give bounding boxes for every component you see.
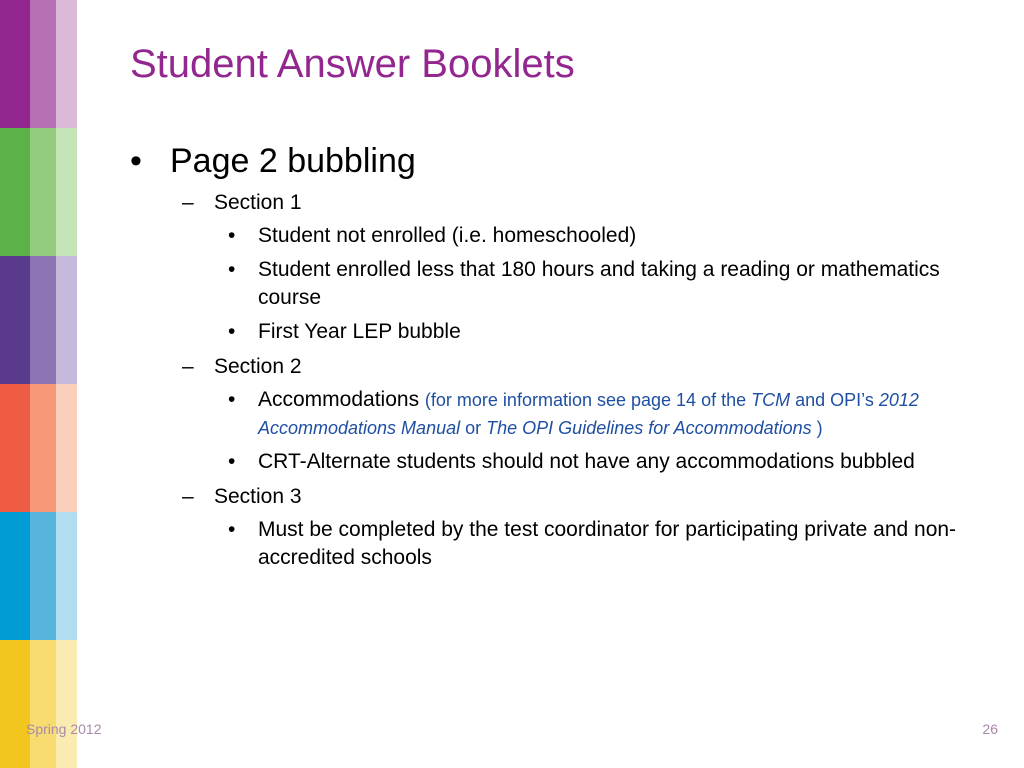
section-2-heading xyxy=(130,354,980,380)
accommodations-label: Accommodations xyxy=(258,388,420,411)
stripe-band-orange xyxy=(0,384,77,512)
dash-icon: – xyxy=(182,355,194,378)
bullet-icon: • xyxy=(228,320,236,343)
section-label: Section 3 xyxy=(214,485,302,508)
list-item xyxy=(130,256,980,312)
list-item-text: First Year LEP bubble xyxy=(258,320,461,343)
bullet-icon: • xyxy=(228,258,236,281)
note-text: or xyxy=(465,418,482,438)
bullet-icon: • xyxy=(228,224,236,247)
dash-icon: – xyxy=(182,485,194,508)
bullet-page2-bubbling xyxy=(130,140,980,182)
stripe-band-purple xyxy=(0,0,77,128)
list-item xyxy=(130,318,980,346)
list-item-text: Must be completed by the test coordinator for participating private and non-accredited schools xyxy=(258,518,957,569)
stripe-band-violet xyxy=(0,256,77,384)
list-item-text: Student not enrolled (i.e. homeschooled) xyxy=(258,224,637,247)
footer-date: Spring 2012 xyxy=(26,721,102,737)
slide-number: 26 xyxy=(982,721,998,737)
list-item xyxy=(130,222,980,250)
guidelines-reference: The OPI Guidelines for Accommodations xyxy=(486,418,812,438)
slide-title: Student Answer Booklets xyxy=(130,42,575,86)
bullet-icon: • xyxy=(228,450,236,473)
list-item xyxy=(130,448,980,476)
stripe-band-blue xyxy=(0,512,77,640)
section-label: Section 1 xyxy=(214,191,302,214)
bullet-text: Page 2 bubbling xyxy=(170,142,416,180)
stripe-band-yellow xyxy=(0,640,77,768)
bullet-icon: • xyxy=(228,388,236,411)
bullet-icon: • xyxy=(130,142,142,180)
section-label: Section 2 xyxy=(214,355,302,378)
note-text: and OPI’s xyxy=(795,390,874,410)
bullet-icon: • xyxy=(228,518,236,541)
note-text: ) xyxy=(816,418,823,438)
tcm-reference: TCM xyxy=(751,390,791,410)
note-text: (for more information see page 14 of the xyxy=(424,390,747,410)
slide-body xyxy=(130,140,980,572)
section-1-heading xyxy=(130,190,980,216)
manual-reference: 2012 Accommodations Manual xyxy=(258,390,919,438)
section-3-heading xyxy=(130,484,980,510)
list-item-text: Student enrolled less that 180 hours and taking a reading or mathematics course xyxy=(258,258,940,309)
list-item-text: CRT-Alternate students should not have any accommodations bubbled xyxy=(258,450,915,473)
dash-icon: – xyxy=(182,191,194,214)
accommodations-item xyxy=(130,386,980,442)
list-item xyxy=(130,516,980,572)
stripe-band-green xyxy=(0,128,77,256)
decorative-stripes xyxy=(0,0,77,768)
